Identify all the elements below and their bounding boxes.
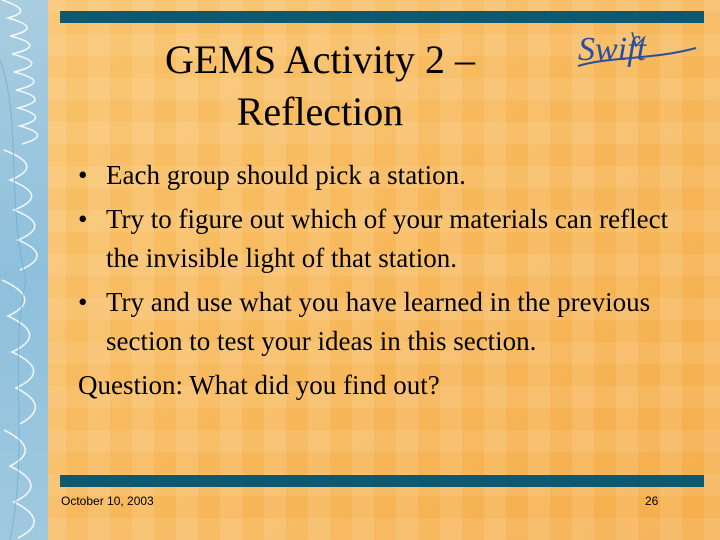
title-line-2: Reflection <box>236 89 404 134</box>
swift-logo-icon <box>572 26 700 74</box>
title-line-1: GEMS Activity 2 – <box>164 37 476 82</box>
page-number: 26 <box>645 494 659 508</box>
slide-body <box>78 156 688 405</box>
top-accent-bar <box>60 11 704 23</box>
wave-pattern-icon <box>0 0 48 540</box>
bullet-item: • Each group should pick a station. <box>78 156 688 195</box>
bullet-item: • Try and use what you have learned in the previous section to test your ideas in this section. <box>78 283 688 361</box>
logo-text: Swift <box>578 31 647 68</box>
bullet-item: • Try to figure out which of your materials can reflect the invisible light of that station. <box>78 200 688 278</box>
decorative-wave-strip <box>0 0 48 540</box>
slide-title <box>90 34 550 138</box>
footer-date: October 10, 2003 <box>61 494 154 508</box>
question-text: Question: What did you find out? <box>78 370 440 400</box>
bottom-accent-bar <box>60 475 704 487</box>
